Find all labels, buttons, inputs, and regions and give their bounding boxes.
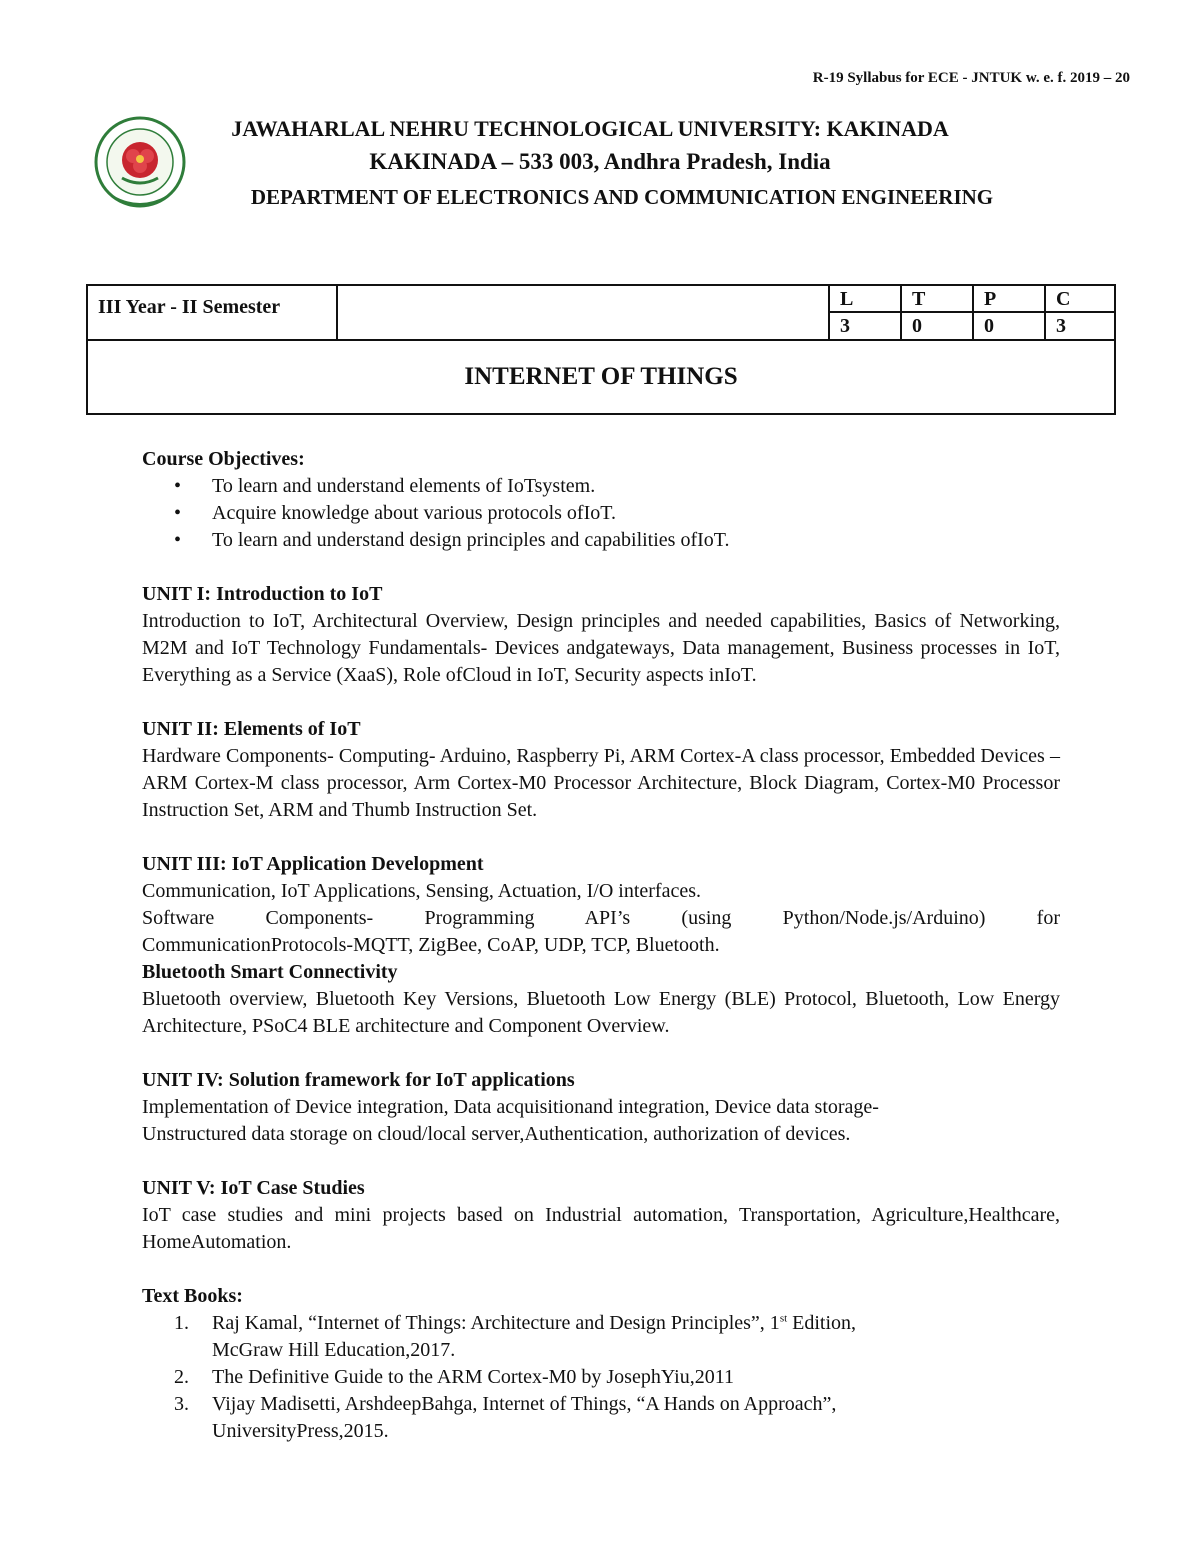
textbooks-heading: Text Books:: [142, 1285, 243, 1307]
objectives-heading: Course Objectives:: [142, 448, 305, 470]
university-name: JAWAHARLAL NEHRU TECHNOLOGICAL UNIVERSITY: KAKINADA: [231, 116, 949, 141]
unit-5-heading: UNIT V: IoT Case Studies: [142, 1177, 365, 1199]
unit-4-line-2: Unstructured data storage on cloud/local server,Authentication, authorization of devices.: [142, 1123, 851, 1145]
unit-4-line-1: Implementation of Device integration, Data acquisitionand integration, Device data storage-: [142, 1096, 879, 1118]
list-item: • To learn and understand elements of IoTsystem.: [212, 473, 1060, 500]
value-t: 0: [902, 313, 974, 341]
list-item: [174, 1391, 1060, 1445]
textbooks-list: [142, 1310, 1060, 1445]
book-edition: Edition,: [787, 1312, 857, 1334]
header-p: P: [974, 286, 1046, 313]
book-title: The Definitive Guide to the ARM Cortex-M0 by JosephYiu,2011: [212, 1366, 734, 1388]
blank-cell: [338, 286, 830, 341]
superscript: st: [779, 1312, 788, 1325]
item-number: 3.: [174, 1393, 189, 1415]
book-title: Vijay Madisetti, ArshdeepBahga, Internet of Things, “A Hands on Approach”,: [212, 1393, 837, 1415]
book-title: Raj Kamal, “Internet of Things: Architecture and Design Principles”, 1: [212, 1312, 780, 1334]
item-number: 1.: [174, 1312, 189, 1334]
course-title: INTERNET OF THINGS: [464, 363, 738, 390]
unit-3-line-3: CommunicationProtocols-MQTT, ZigBee, CoAP, UDP, TCP, Bluetooth.: [142, 934, 720, 956]
objectives-list: [142, 473, 1060, 554]
list-item: [174, 1364, 1060, 1391]
course-grid: [86, 284, 1116, 415]
value-c: 3: [1046, 313, 1114, 341]
unit-5-text: IoT case studies and mini projects based on Industrial automation, Transportation, Agriculture,Healthcare, HomeAutomation.: [142, 1204, 1060, 1253]
header-t: T: [902, 286, 974, 313]
list-item: [174, 1310, 1060, 1364]
unit-2-text: Hardware Components- Computing- Arduino, Raspberry Pi, ARM Cortex-A class processor, Embedded Devices – ARM Cortex-M class processor, Arm Cortex-M0 Processor Architecture, Block Diagram, Cortex-M0 Processor Instruction Set, ARM and Thumb Instruction Set.: [142, 745, 1060, 821]
unit-3-heading: UNIT III: IoT Application Development: [142, 853, 484, 875]
unit-2-heading: UNIT II: Elements of IoT: [142, 718, 361, 740]
list-item: • To learn and understand design principles and capabilities ofIoT.: [212, 527, 1060, 554]
unit-3-line-1: Communication, IoT Applications, Sensing, Actuation, I/O interfaces.: [142, 880, 701, 902]
unit-3-subtext: Bluetooth overview, Bluetooth Key Versions, Bluetooth Low Energy (BLE) Protocol, Bluetooth, Low Energy Architecture, PSoC4 BLE architecture and Component Overview.: [142, 988, 1060, 1037]
list-item: • Acquire knowledge about various protocols ofIoT.: [212, 500, 1060, 527]
year-semester: III Year - II Semester: [88, 286, 338, 341]
university-address: KAKINADA – 533 003, Andhra Pradesh, India: [369, 149, 831, 174]
department-name: DEPARTMENT OF ELECTRONICS AND COMMUNICATION ENGINEERING: [250, 185, 994, 209]
item-number: 2.: [174, 1366, 189, 1388]
book-publisher: UniversityPress,2015.: [212, 1420, 389, 1442]
header-c: C: [1046, 286, 1114, 313]
book-publisher: McGraw Hill Education,2017.: [212, 1339, 456, 1361]
unit-4-heading: UNIT IV: Solution framework for IoT applications: [142, 1069, 575, 1091]
value-p: 0: [974, 313, 1046, 341]
unit-3-line-2: Software Components- Programming API’s (using Python/Node.js/Arduino) for: [142, 907, 1060, 929]
syllabus-content: [142, 446, 1060, 1445]
page-reference: R-19 Syllabus for ECE - JNTUK w. e. f. 2019 – 20: [812, 70, 1130, 86]
value-l: 3: [830, 313, 902, 341]
unit-1-text: Introduction to IoT, Architectural Overview, Design principles and needed capabilities, Basics of Networking, M2M and IoT Technology Fundamentals- Devices andgateways, Data management, Business processes in IoT, Everything as a Service (XaaS), Role ofCloud in IoT, Security aspects inIoT.: [142, 610, 1060, 686]
unit-1-heading: UNIT I: Introduction to IoT: [142, 583, 383, 605]
header-l: L: [830, 286, 902, 313]
unit-3-subheading: Bluetooth Smart Connectivity: [142, 961, 398, 983]
